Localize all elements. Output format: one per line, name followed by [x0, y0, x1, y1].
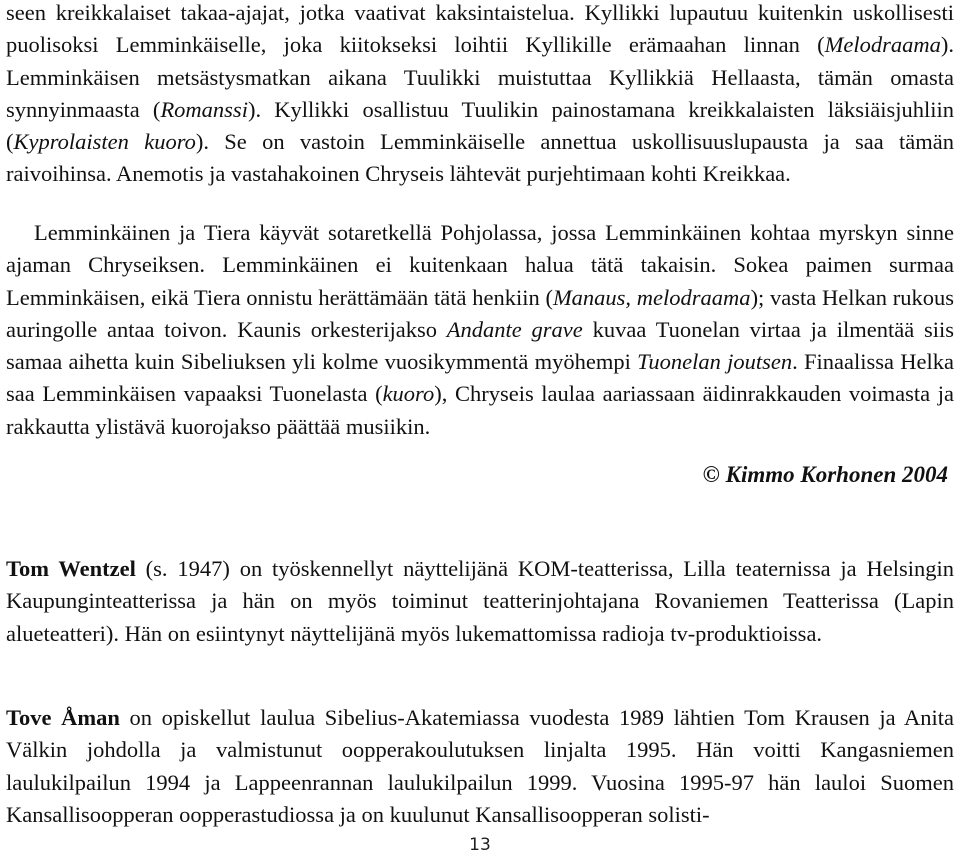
bio-text: (s. 1947) on työskennellyt näyttelijänä KOM-teatterissa, Lilla teaternissa ja Helsingin Kaupunginteatterissa ja hän on myös toiminut teatterinjohtajana Rovaniemen Teatterissa (Lapin alueteatteri). Hän on esiintynyt näyttelijänä myös lukemattomissa radioja tv-produktioissa. — [6, 556, 954, 646]
biography-tove-aman — [6, 702, 954, 831]
work-title: Andante grave — [446, 316, 583, 342]
biography-tom-wentzel — [6, 553, 954, 650]
text-run: kuvaa Tuonelan virtaa ja ilmentää siis samaa aihetta kuin Sibeliuksen yli kolme vuosikymmentä myöhempi — [6, 316, 954, 375]
bio-text: on opiskellut laulua Sibelius-Akatemiassa vuodesta 1989 lähtien Tom Krausen ja Anita Välkin johdolla ja valmistunut oopperakoulutuksen linjalta 1995. Hän voitti Kangasniemen laulukilpailun 1994 ja Lappeenrannan laulukilpailun 1999. Vuosina 1995-97 hän lauloi Suomen Kansallisoopperan oopperastudiossa ja on kuulunut Kansallisoopperan solisti- — [6, 705, 955, 827]
work-title: Kyprolaisten kuoro — [13, 129, 196, 155]
author-signature: © Kimmo Korhonen 2004 — [702, 462, 948, 487]
text-run: ), Chryseis laulaa aariassaan äidinrakkauden voimasta ja rakkautta ylistävä kuorojakso päättää musiikin. — [6, 381, 954, 439]
work-title: Manaus, melodraama — [552, 284, 751, 310]
bio-name: Tove Åman — [6, 705, 120, 730]
text-run: ); vasta Helkan rukous auringolle antaa toivon. Kaunis orkesterijakso — [6, 284, 954, 342]
text-run: ). Lemminkäisen metsästysmatkan aikana Tuulikki muistuttaa Kyllikkiä Hellaasta, tämän omasta synnyinmaasta ( — [6, 32, 954, 122]
work-title: Romanssi — [160, 96, 248, 122]
article-paragraph-2 — [6, 217, 954, 443]
work-title: Melodraama — [824, 32, 941, 58]
work-title: kuoro — [382, 381, 435, 407]
work-title: Tuonelan joutsen — [637, 349, 793, 375]
text-run: ). Kyllikki osallistuu Tuulikin painostamana kreikkalaisten läksiäisjuhliin ( — [6, 96, 955, 155]
bio-name: Tom Wentzel — [6, 556, 136, 581]
page-number: 13 — [469, 835, 491, 855]
text-run: . Finaalissa Helka saa Lemminkäisen vapaaksi Tuonelasta ( — [6, 349, 954, 407]
text-run: Lemminkäinen ja Tiera käyvät sotaretkellä Pohjolassa, jossa Lemminkäinen kohtaa myrskyn sinne ajaman Chryseiksen. Lemminkäinen ei kuitenkaan halua tätä takaisin. Sokea paimen surmaa Lemminkäisen, eikä Tiera onnistu herättämään tätä henkiin ( — [6, 220, 954, 310]
text-run: ). Se on vastoin Lemminkäiselle annettua uskollisuuslupausta ja saa tämän raivoihinsa. Anemotis ja vastahakoinen Chryseis lähtevät purjehtimaan kohti Kreikkaa. — [6, 129, 954, 187]
text-run: seen kreikkalaiset takaa-ajajat, jotka vaativat kaksintaistelua. Kyllikki lupautuu kuitenkin uskollisesti puolisoksi Lemminkäiselle, joka kiitokseksi loihtii Kyllikille erämaahan linnan ( — [6, 0, 954, 58]
article-paragraph-1 — [6, 0, 954, 191]
